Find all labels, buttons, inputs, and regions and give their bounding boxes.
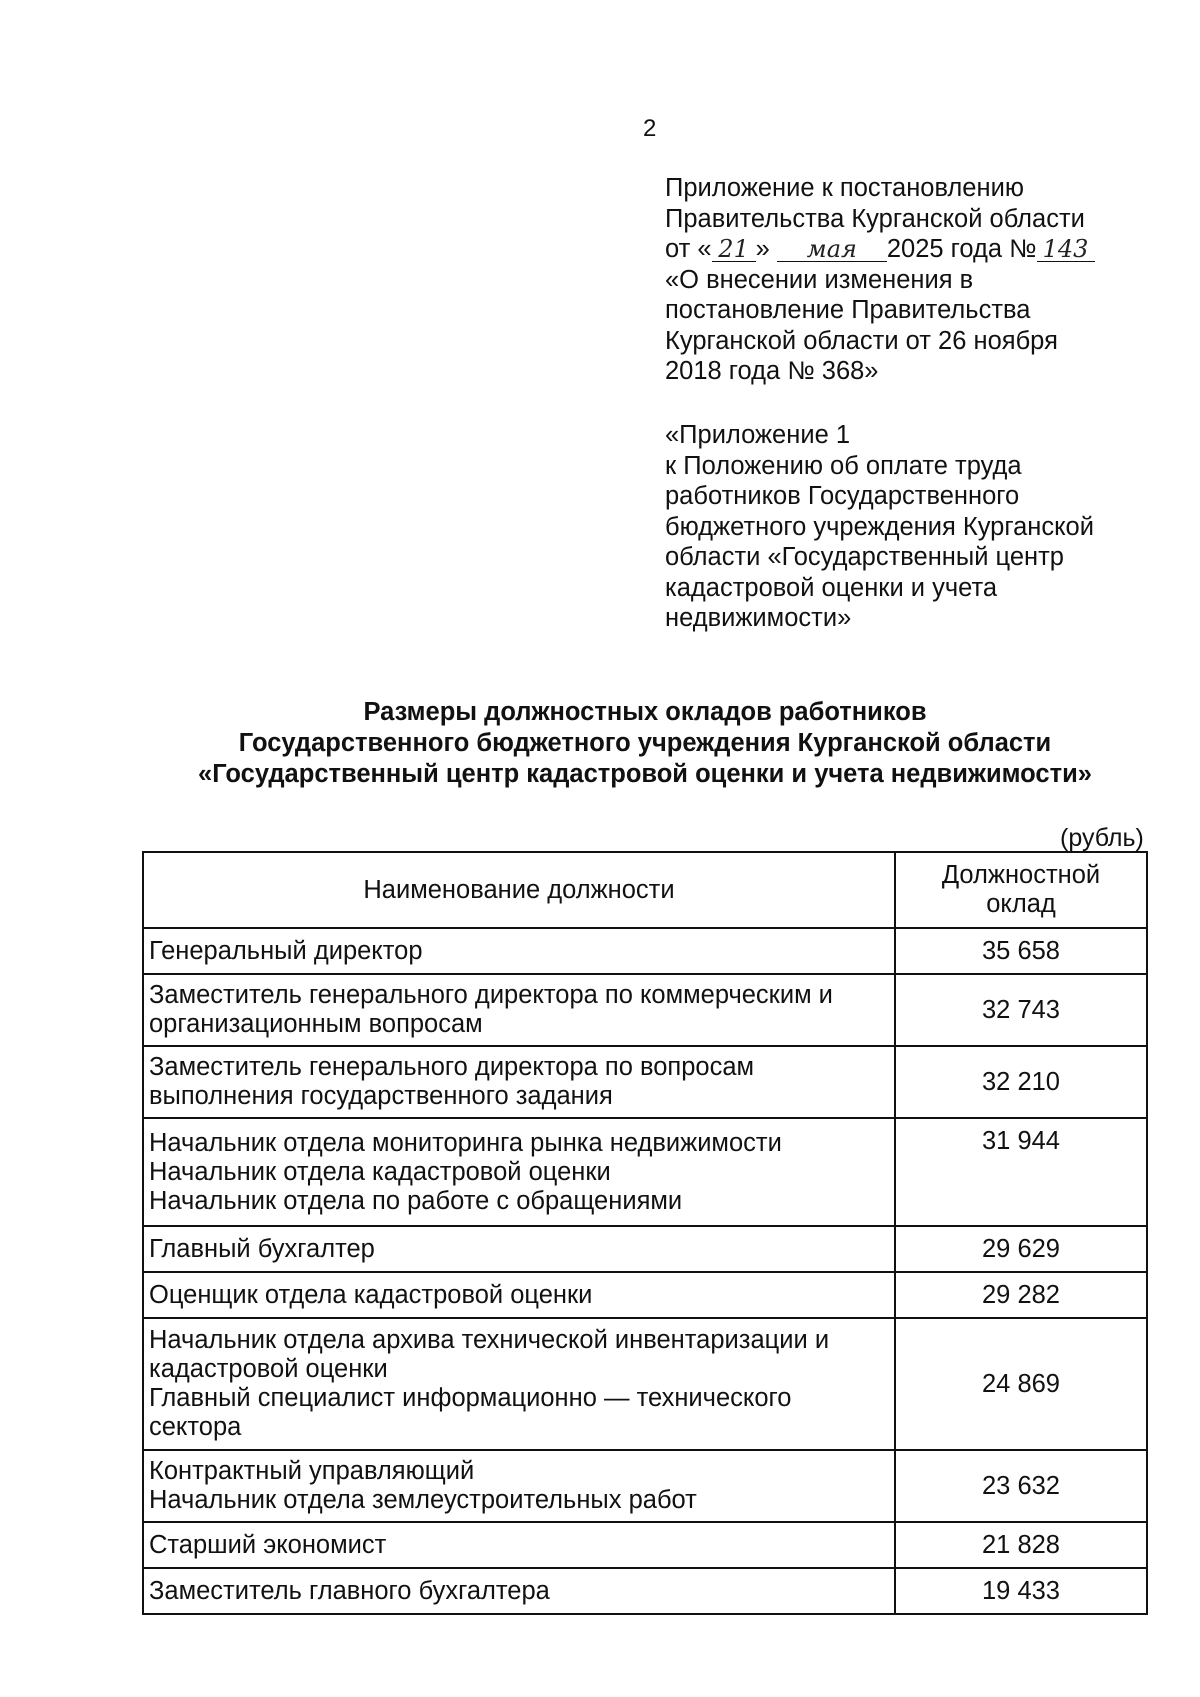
title-line: Государственного бюджетного учреждения Курганской области	[238, 729, 1052, 757]
position-name-cell	[143, 1226, 895, 1272]
annex-header-line: постановление Правительства	[665, 296, 1031, 324]
handwritten-doc-number: 143	[1037, 237, 1095, 262]
annex-ref-line: бюджетного учреждения Курганской	[665, 512, 1094, 541]
handwritten-day: 21	[712, 237, 756, 262]
table-row	[143, 1118, 1147, 1226]
position-name-cell	[143, 1450, 895, 1522]
salary-cell: 32 210	[895, 1046, 1147, 1118]
position-name: Старший экономист	[149, 1530, 387, 1559]
position-name: кадастровой оценки	[149, 1355, 388, 1383]
position-name-cell	[143, 974, 895, 1046]
currency-note: (рубль)	[1060, 824, 1144, 852]
salary-cell: 23 632	[895, 1450, 1147, 1522]
title-line: Размеры должностных окладов работников	[363, 698, 927, 726]
table-row	[143, 1568, 1147, 1614]
annex-header-line: «О внесении изменения в	[665, 265, 974, 294]
date-prefix: от «	[665, 235, 712, 263]
salary-cell: 19 433	[895, 1568, 1147, 1614]
position-name: Оценщик отдела кадастровой оценки	[149, 1280, 593, 1309]
header-salary-line: Должностной	[941, 861, 1101, 889]
position-name: выполнения государственного задания	[149, 1082, 613, 1110]
table-row	[143, 1226, 1147, 1272]
annex-header-line: Правительства Курганской области	[665, 204, 1085, 233]
position-name: Генеральный директор	[149, 936, 423, 965]
table-row	[143, 1046, 1147, 1118]
page-number: 2	[643, 115, 657, 142]
position-name-cell	[143, 928, 895, 974]
handwritten-month: мая	[777, 237, 887, 262]
salary-cell: 31 944	[895, 1118, 1147, 1226]
position-name: Начальник отдела землеустроительных работ	[149, 1486, 697, 1514]
annex-ref-line: недвижимости»	[665, 604, 852, 632]
table-row	[143, 974, 1147, 1046]
salary-cell: 24 869	[895, 1318, 1147, 1450]
salary-cell: 35 658	[895, 928, 1147, 974]
date-year: 2025 года №	[886, 235, 1037, 263]
table-row	[143, 928, 1147, 974]
position-name-cell	[143, 1272, 895, 1318]
table-body	[143, 928, 1147, 1614]
position-name: Начальник отдела по работе с обращениями	[149, 1186, 683, 1215]
salary-table	[142, 851, 1148, 1615]
header-salary	[895, 852, 1147, 928]
annex-reference	[665, 420, 1135, 634]
position-name: Главный специалист информационно — технического	[149, 1384, 792, 1412]
position-name: Заместитель генерального директора по коммерческим и	[149, 981, 833, 1009]
annex-header-line: Курганской области от 26 ноября	[665, 326, 1058, 355]
position-name-cell	[143, 1318, 895, 1450]
table-header-row	[143, 852, 1147, 928]
annex-header	[665, 173, 1135, 387]
position-name: сектора	[149, 1413, 242, 1441]
position-name: Заместитель генерального директора по вопросам	[149, 1053, 755, 1081]
annex-ref-line: работников Государственного	[665, 482, 1020, 510]
annex-header-line: 2018 года № 368»	[665, 357, 879, 385]
position-name-cell	[143, 1046, 895, 1118]
annex-date-line	[665, 234, 1135, 265]
title-line: «Государственный центр кадастровой оценки и учета недвижимости»	[198, 760, 1092, 788]
table-row	[143, 1318, 1147, 1450]
date-mid: »	[755, 235, 770, 263]
annex-ref-line: кадастровой оценки и учета	[665, 573, 998, 602]
table-row	[143, 1450, 1147, 1522]
position-name: Начальник отдела кадастровой оценки	[149, 1157, 611, 1186]
salary-cell: 32 743	[895, 974, 1147, 1046]
position-name: Начальник отдела архива технической инвентаризации и	[149, 1326, 830, 1354]
annex-ref-line: области «Государственный центр	[665, 543, 1064, 571]
header-position-name: Наименование должности	[143, 852, 895, 928]
document-title	[0, 697, 1200, 790]
position-name-cell	[143, 1522, 895, 1568]
position-name-cell	[143, 1118, 895, 1226]
position-name: Начальник отдела мониторинга рынка недвижимости	[149, 1128, 782, 1157]
salary-cell: 21 828	[895, 1522, 1147, 1568]
position-name: Заместитель главного бухгалтера	[149, 1576, 550, 1605]
annex-ref-line: к Положению об оплате труда	[665, 451, 1022, 480]
annex-header-line: Приложение к постановлению	[665, 174, 1024, 202]
header-salary-line: оклад	[986, 890, 1056, 918]
annex-ref-line: «Приложение 1	[665, 421, 851, 449]
table-row	[143, 1272, 1147, 1318]
position-name: Главный бухгалтер	[149, 1234, 375, 1263]
position-name-cell	[143, 1568, 895, 1614]
salary-cell: 29 629	[895, 1226, 1147, 1272]
salary-cell: 29 282	[895, 1272, 1147, 1318]
position-name: организационным вопросам	[149, 1010, 483, 1038]
position-name: Контрактный управляющий	[149, 1457, 475, 1485]
table-row	[143, 1522, 1147, 1568]
